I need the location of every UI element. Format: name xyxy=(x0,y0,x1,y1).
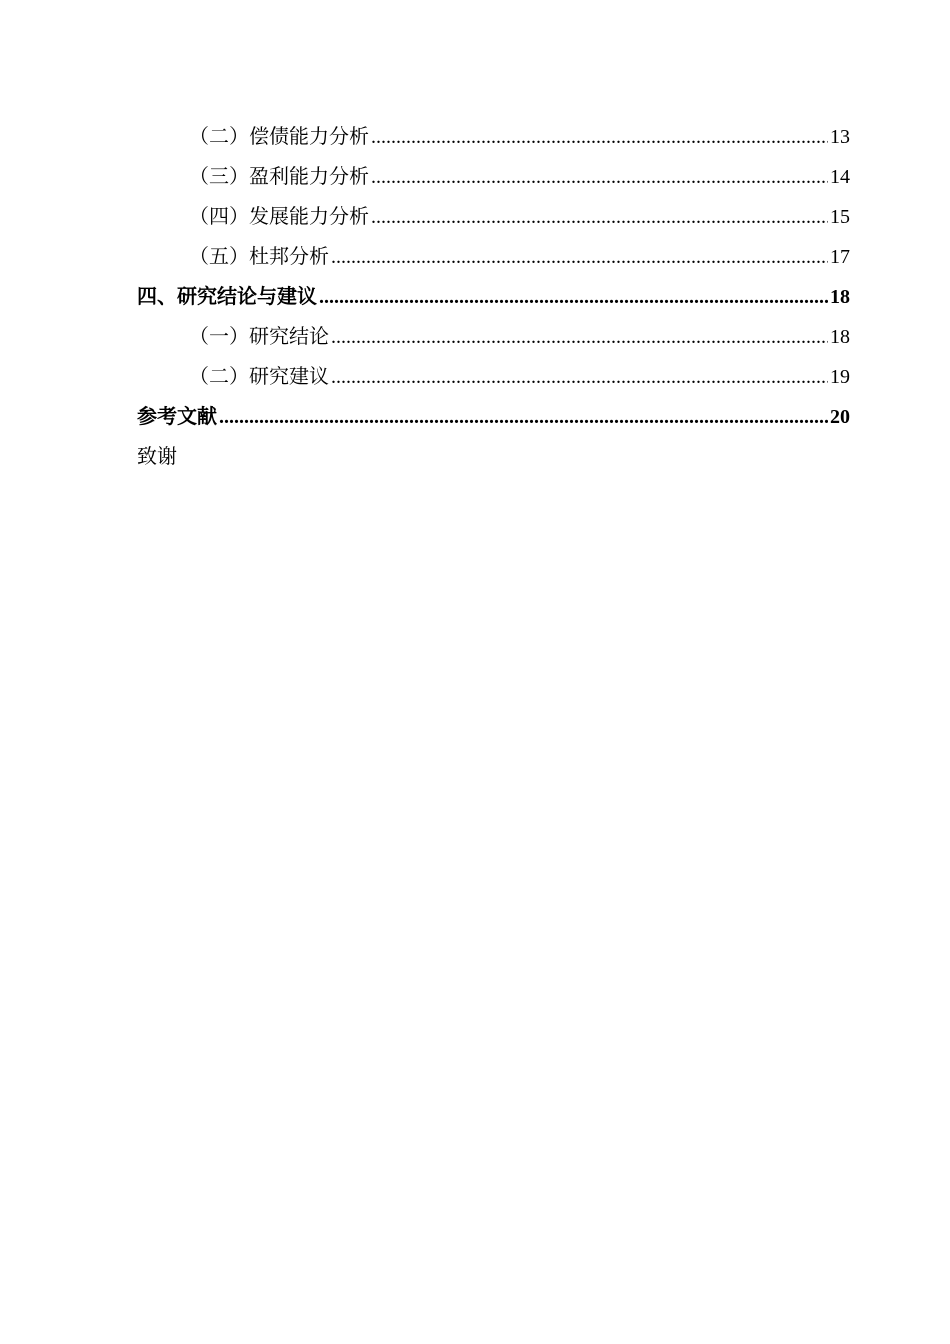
toc-entry-page-number: 18 xyxy=(830,326,850,348)
toc-entry-acknowledgements[interactable] xyxy=(137,436,850,476)
toc-leader-dots xyxy=(371,117,828,157)
toc-leader-dots xyxy=(331,357,828,397)
toc-entry-title: （二）偿债能力分析 xyxy=(189,124,369,148)
toc-entry-title: 参考文献 xyxy=(137,404,217,428)
toc-entry-page-number: 13 xyxy=(830,126,850,148)
toc-leader-dots xyxy=(219,397,828,437)
toc-entry-page-number: 18 xyxy=(830,286,850,308)
toc-entry-page-number: 15 xyxy=(830,206,850,228)
toc-entry-title: 四、研究结论与建议 xyxy=(137,284,317,308)
toc-entry-title: （二）研究建议 xyxy=(189,364,329,388)
toc-entry-page-number: 14 xyxy=(830,166,850,188)
toc-entry-title: （四）发展能力分析 xyxy=(189,204,369,228)
toc-entry-research-conclusions[interactable] xyxy=(137,316,850,356)
toc-leader-dots xyxy=(371,157,828,197)
toc-leader-dots xyxy=(331,237,828,277)
toc-entry-growth-analysis[interactable] xyxy=(137,196,850,236)
toc-entry-page-number: 17 xyxy=(830,246,850,268)
toc-entry-profitability-analysis[interactable] xyxy=(137,156,850,196)
toc-entry-references[interactable] xyxy=(137,396,850,436)
toc-entry-page-number: 19 xyxy=(830,366,850,388)
toc-leader-dots xyxy=(371,197,828,237)
toc-leader-dots xyxy=(331,317,828,357)
toc-entry-title: （三）盈利能力分析 xyxy=(189,164,369,188)
toc-entry-dupont-analysis[interactable] xyxy=(137,236,850,276)
toc-entry-conclusions-and-suggestions[interactable] xyxy=(137,276,850,316)
toc-leader-dots xyxy=(319,277,828,317)
toc-entry-title: 致谢 xyxy=(137,444,177,468)
toc-entry-solvency-analysis[interactable] xyxy=(137,116,850,156)
toc-entry-title: （一）研究结论 xyxy=(189,324,329,348)
toc-entry-page-number: 20 xyxy=(830,406,850,428)
toc-entry-research-suggestions[interactable] xyxy=(137,356,850,396)
toc-entry-title: （五）杜邦分析 xyxy=(189,244,329,268)
table-of-contents xyxy=(137,116,850,476)
